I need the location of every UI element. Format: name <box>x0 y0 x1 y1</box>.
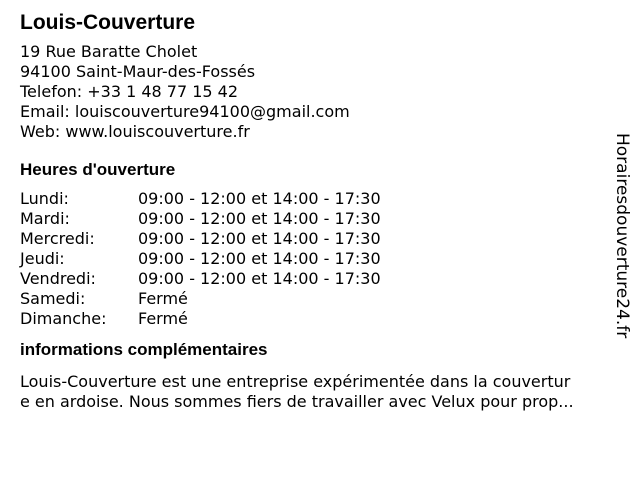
email-address: Email: louiscouverture94100@gmail.com <box>20 102 350 121</box>
hours-row-thursday <box>20 249 620 269</box>
business-card <box>20 10 620 412</box>
phone-number: Telefon: +33 1 48 77 15 42 <box>20 82 239 101</box>
description-line: e en ardoise. Nous sommes fiers de travailler avec Velux pour prop... <box>20 392 574 411</box>
time-range: 09:00 - 12:00 et 14:00 - 17:30 <box>138 249 381 268</box>
day-label: Vendredi: <box>20 269 96 288</box>
website: Web: www.louiscouverture.fr <box>20 122 250 141</box>
time-range: Fermé <box>138 309 188 328</box>
time-range: Fermé <box>138 289 188 308</box>
street-address: 19 Rue Baratte Cholet <box>20 42 198 61</box>
time-range: 09:00 - 12:00 et 14:00 - 17:30 <box>138 209 381 228</box>
hours-heading: Heures d'ouverture <box>20 160 176 179</box>
hours-row-friday <box>20 269 620 289</box>
day-label: Mardi: <box>20 209 70 228</box>
day-label: Samedi: <box>20 289 86 308</box>
hours-row-wednesday <box>20 229 620 249</box>
day-label: Mercredi: <box>20 229 95 248</box>
postal-city: 94100 Saint-Maur-des-Fossés <box>20 62 256 81</box>
info-heading: informations complémentaires <box>20 340 268 359</box>
site-watermark: Horairesdouverture24.fr <box>612 133 632 339</box>
address-block <box>20 42 620 142</box>
hours-row-saturday <box>20 289 620 309</box>
day-label: Jeudi: <box>20 249 65 268</box>
business-name: Louis-Couverture <box>20 11 196 34</box>
day-label: Lundi: <box>20 189 69 208</box>
time-range: 09:00 - 12:00 et 14:00 - 17:30 <box>138 189 381 208</box>
time-range: 09:00 - 12:00 et 14:00 - 17:30 <box>138 229 381 248</box>
hours-row-monday <box>20 189 620 209</box>
hours-row-tuesday <box>20 209 620 229</box>
day-label: Dimanche: <box>20 309 107 328</box>
description <box>20 372 620 412</box>
hours-row-sunday <box>20 309 620 329</box>
time-range: 09:00 - 12:00 et 14:00 - 17:30 <box>138 269 381 288</box>
hours-table <box>20 189 620 329</box>
description-line: Louis-Couverture est une entreprise expérimentée dans la couvertur <box>20 372 571 391</box>
